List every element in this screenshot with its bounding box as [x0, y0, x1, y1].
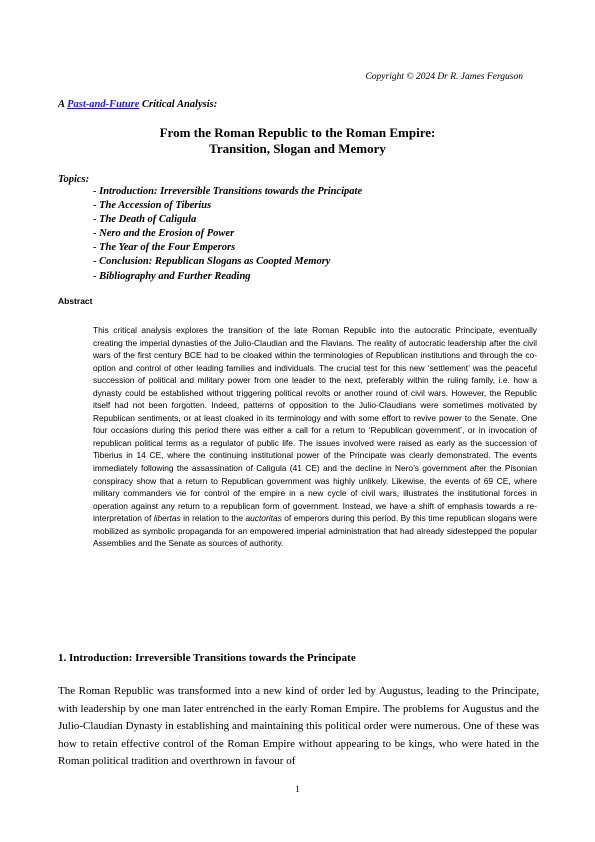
abstract-text-part-c: of emperors during this period. By this time republican slogans were mobilized as symbolic propaganda for an empowered imperial administration that had already sidestepped the popular Assemblies and the Senate as sources of authority.: [93, 513, 537, 549]
abstract-text: [93, 324, 537, 550]
topic-item: - Nero and the Erosion of Power: [93, 228, 235, 240]
section-1-paragraph: The Roman Republic was transformed into a new kind of order led by Augustus, leading to the Principate, with leadership by one man later entrenched in the early Roman Empire. The problems for Augustus and the Julio-Claudian Dynasty in establishing and maintaining this political order were numerous. One of these was how to retain effective control of the Roman Empire without appearing to be kings, who were hated in the Roman political tradition and overthrown in favour of: [58, 685, 539, 767]
topic-item: - Introduction: Irreversible Transitions towards the Principate: [93, 186, 363, 197]
abstract-text-part-b: in relation to the: [180, 513, 246, 524]
topics-heading: Topics:: [58, 174, 90, 185]
topic-item: - The Year of the Four Emperors: [93, 242, 236, 254]
section-1-heading: 1. Introduction: Irreversible Transitions towards the Principate: [58, 652, 356, 664]
preface-prefix: A: [58, 99, 68, 110]
topic-item: - Bibliography and Further Reading: [93, 270, 251, 282]
abstract-term-auctoritas: auctoritas: [245, 513, 282, 524]
preface-suffix: Critical Analysis:: [139, 99, 218, 110]
past-and-future-link[interactable]: Past-and-Future: [67, 99, 140, 110]
abstract-term-libertas: libertas: [153, 513, 181, 524]
title-line-2: Transition, Slogan and Memory: [209, 141, 386, 156]
topics-list: [93, 185, 362, 284]
document-title: [0, 125, 595, 157]
topic-item: - The Death of Caligula: [93, 214, 197, 226]
copyright-notice: Copyright © 2024 Dr R. James Ferguson: [365, 72, 523, 82]
topic-item: - Conclusion: Republican Slogans as Coopted Memory: [93, 256, 331, 268]
preface-line: [58, 99, 217, 110]
page-number: 1: [295, 784, 300, 794]
title-line-1: From the Roman Republic to the Roman Empire:: [159, 125, 436, 140]
topic-item: - The Accession of Tiberius: [93, 200, 212, 212]
abstract-text-part-a: This critical analysis explores the transition of the late Roman Republic into the autocratic Principate, eventually creating the imperial dynasties of the Julio-Claudian and the Flavians. The reality of autocratic leadership after the civil wars of the first century BCE had to be cloaked within the terminologies of Republican institutions and through the co-option and control of other leading families and individuals. The crucial test for this new ‘settlement’ was the peaceful succession of political and military power from one leader to the next, preferably within the ruling family, i.e. how a dynasty could be established without triggering political revolts or another round of civil wars. However, the Republic itself had not been forgotten. Indeed, patterns of opposition to the Julio-Claudians were sometimes motivated by Republican sentiments, or at least cloaked in its terminology and with some effort to revive power to the Senate. One four occasions during this period there was either a call for a return to ‘Republican government’, or in invocation of republican political terms as a regulator of public life. The issues involved were raised as early as the succession of Tiberius in 14 CE, where the continuing institutional power of the Principate was clearly demonstrated. The events immediately following the assassination of Caligula (41 CE) and the decline in Nero’s government after the Pisonian conspiracy show that a return to Republican government was highly unlikely. Likewise, the events of 69 CE, where military commanders vie for control of the empire in a new cycle of civil wars, illustrates the institutional forces in operation against any return to a republican form of government. Instead, we have a shift of emphasis towards a re-interpretation of: [93, 325, 537, 524]
abstract-heading: Abstract: [58, 296, 93, 306]
